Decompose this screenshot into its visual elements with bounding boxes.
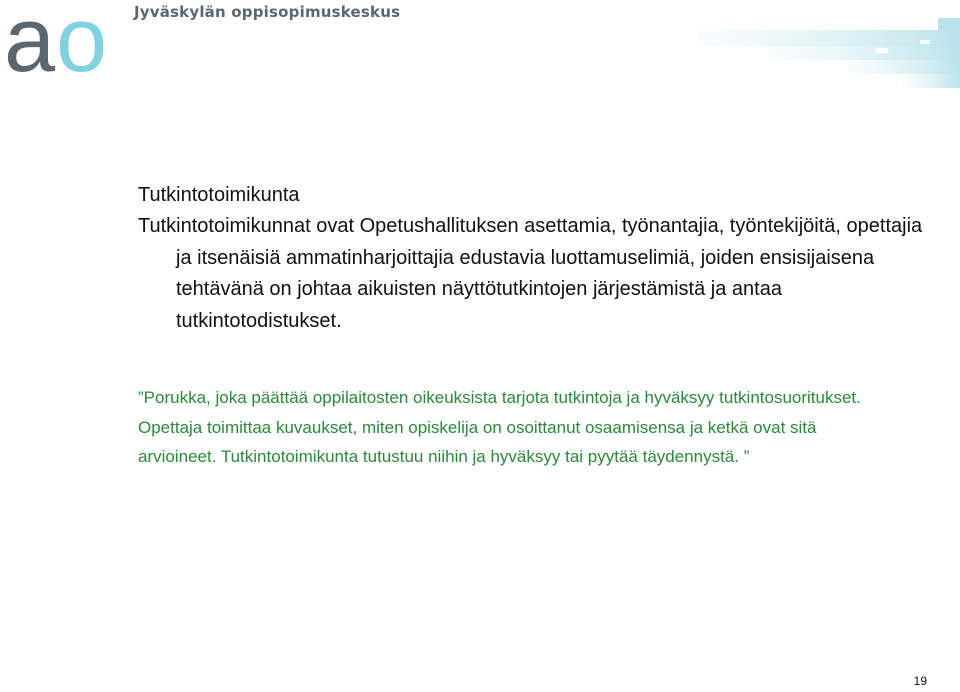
slide-title: Tutkintotoimikunta xyxy=(138,184,300,206)
slide-content xyxy=(138,181,928,337)
decorative-steps-graphic xyxy=(698,18,960,88)
quote-paragraph: ”Porukka, joka päättää oppilaitosten oikeuksista tarjota tutkintoja ja hyväksyy tutkintosuoritukset. Opettaja toimittaa kuvaukset, miten opiskelija on osoittanut osaamisensa ja ketkä ovat sitä arvioineet. Tutkintotoimikunta tutustuu niihin ja hyväksyy tai pyytää täydennystä. ” xyxy=(138,388,861,466)
logo-letter-a: a xyxy=(4,0,52,91)
definition-paragraph: Tutkintotoimikunnat ovat Opetushallituksen asettamia, työnantajia, työntekijöitä, opettajia ja itsenäisiä ammatinharjoittajia edustavia luottamuselimiä, joiden ensisijaisena tehtävänä on johtaa aikuisten näyttötutkintojen järjestämistä ja antaa tutkintotodistukset. xyxy=(138,215,923,332)
logo-letter-o: o xyxy=(56,0,108,91)
page-number: 19 xyxy=(913,674,927,688)
organization-name: Jyväskylän oppisopimuskeskus xyxy=(134,3,401,21)
